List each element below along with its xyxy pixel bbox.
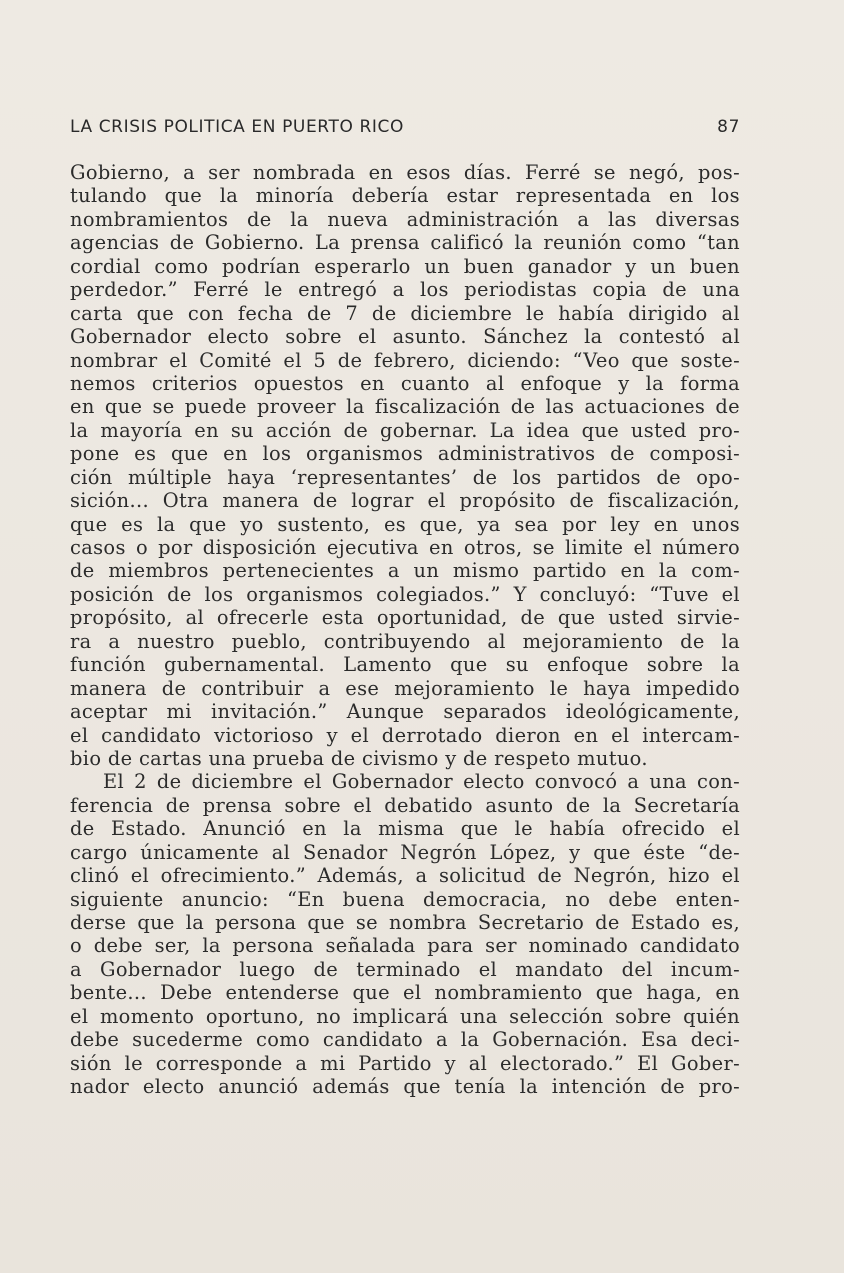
- text-line: derse que la persona que se nombra Secretario de Estado es,: [70, 911, 740, 934]
- text-line: nombramientos de la nueva administración a las diversas: [70, 207, 740, 231]
- text-line: carta que con fecha de 7 de diciembre le había dirigido al: [70, 301, 740, 325]
- paragraph-start-line: El 2 de diciembre el Gobernador electo convocó a una con-: [103, 770, 740, 794]
- text-line: o debe ser, la persona señalada para ser nominado candidato: [70, 934, 740, 958]
- text-line: aceptar mi invitación.” Aunque separados ideológicamente,: [70, 700, 740, 724]
- text-line: siguiente anuncio: “En buena democracia, no debe enten-: [70, 887, 740, 911]
- text-line: a Gobernador luego de terminado el mandato del incum-: [70, 957, 740, 981]
- text-line: nador electo anunció además que tenía la intención de pro-: [70, 1075, 740, 1099]
- text-line: de Estado. Anunció en la misma que le había ofrecido el: [70, 817, 740, 841]
- running-title: LA CRISIS POLITICA EN PUERTO RICO: [70, 117, 404, 137]
- text-line: nombrar el Comité el 5 de febrero, diciendo: “Veo que soste-: [70, 348, 740, 372]
- text-line: el momento oportuno, no implicará una selección sobre quién: [70, 1004, 740, 1028]
- text-line: manera de contribuir a ese mejoramiento le haya impedido: [70, 676, 740, 700]
- paragraph-end-line: bio de cartas una prueba de civismo y de respeto mutuo.: [70, 746, 648, 770]
- text-line: la mayoría en su acción de gobernar. La idea que usted pro-: [70, 418, 740, 442]
- text-line: bente... Debe entenderse que el nombramiento que haga, en: [70, 981, 740, 1005]
- text-line: que es la que yo sustento, es que, ya sea por ley en unos: [70, 512, 740, 536]
- text-line: Gobierno, a ser nombrada en esos días. Ferré se negó, pos-: [70, 161, 740, 184]
- text-line: casos o por disposición ejecutiva en otros, se limite el número: [70, 536, 740, 559]
- text-line: agencias de Gobierno. La prensa calificó la reunión como “tan: [70, 231, 740, 255]
- body-text: [70, 161, 740, 1099]
- text-line: propósito, al ofrecerle esta oportunidad, de que usted sirvie-: [70, 606, 740, 630]
- text-line: pone es que en los organismos administrativos de composi-: [70, 442, 740, 466]
- page-number: 87: [717, 117, 740, 137]
- text-line: función gubernamental. Lamento que su enfoque sobre la: [70, 653, 740, 677]
- text-line: nemos criterios opuestos en cuanto al enfoque y la forma: [70, 371, 740, 395]
- text-line: de miembros pertenecientes a un mismo partido en la com-: [70, 559, 740, 583]
- text-line: clinó el ofrecimiento.” Además, a solicitud de Negrón, hizo el: [70, 864, 740, 888]
- text-line: tulando que la minoría debería estar representada en los: [70, 184, 740, 208]
- text-line: ción múltiple haya ‘representantes’ de los partidos de opo-: [70, 465, 740, 489]
- text-line: debe sucederme como candidato a la Gobernación. Esa deci-: [70, 1028, 740, 1052]
- text-line: sión le corresponde a mi Partido y al electorado.” El Gober-: [70, 1051, 740, 1075]
- text-line: Gobernador electo sobre el asunto. Sánchez la contestó al: [70, 325, 740, 349]
- text-line: en que se puede proveer la fiscalización de las actuaciones de: [70, 395, 740, 419]
- text-line: posición de los organismos colegiados.” Y concluyó: “Tuve el: [70, 582, 740, 606]
- text-line: perdedor.” Ferré le entregó a los periodistas copia de una: [70, 278, 740, 302]
- text-line: sición... Otra manera de lograr el propósito de fiscalización,: [70, 489, 740, 513]
- running-head: [70, 117, 740, 139]
- text-line: el candidato victorioso y el derrotado dieron en el intercam-: [70, 723, 740, 747]
- text-line: cargo únicamente al Senador Negrón López, y que éste “de-: [70, 840, 740, 864]
- text-line: cordial como podrían esperarlo un buen ganador y un buen: [70, 254, 740, 278]
- text-line: ferencia de prensa sobre el debatido asunto de la Secretaría: [70, 793, 740, 817]
- text-line: ra a nuestro pueblo, contribuyendo al mejoramiento de la: [70, 629, 740, 653]
